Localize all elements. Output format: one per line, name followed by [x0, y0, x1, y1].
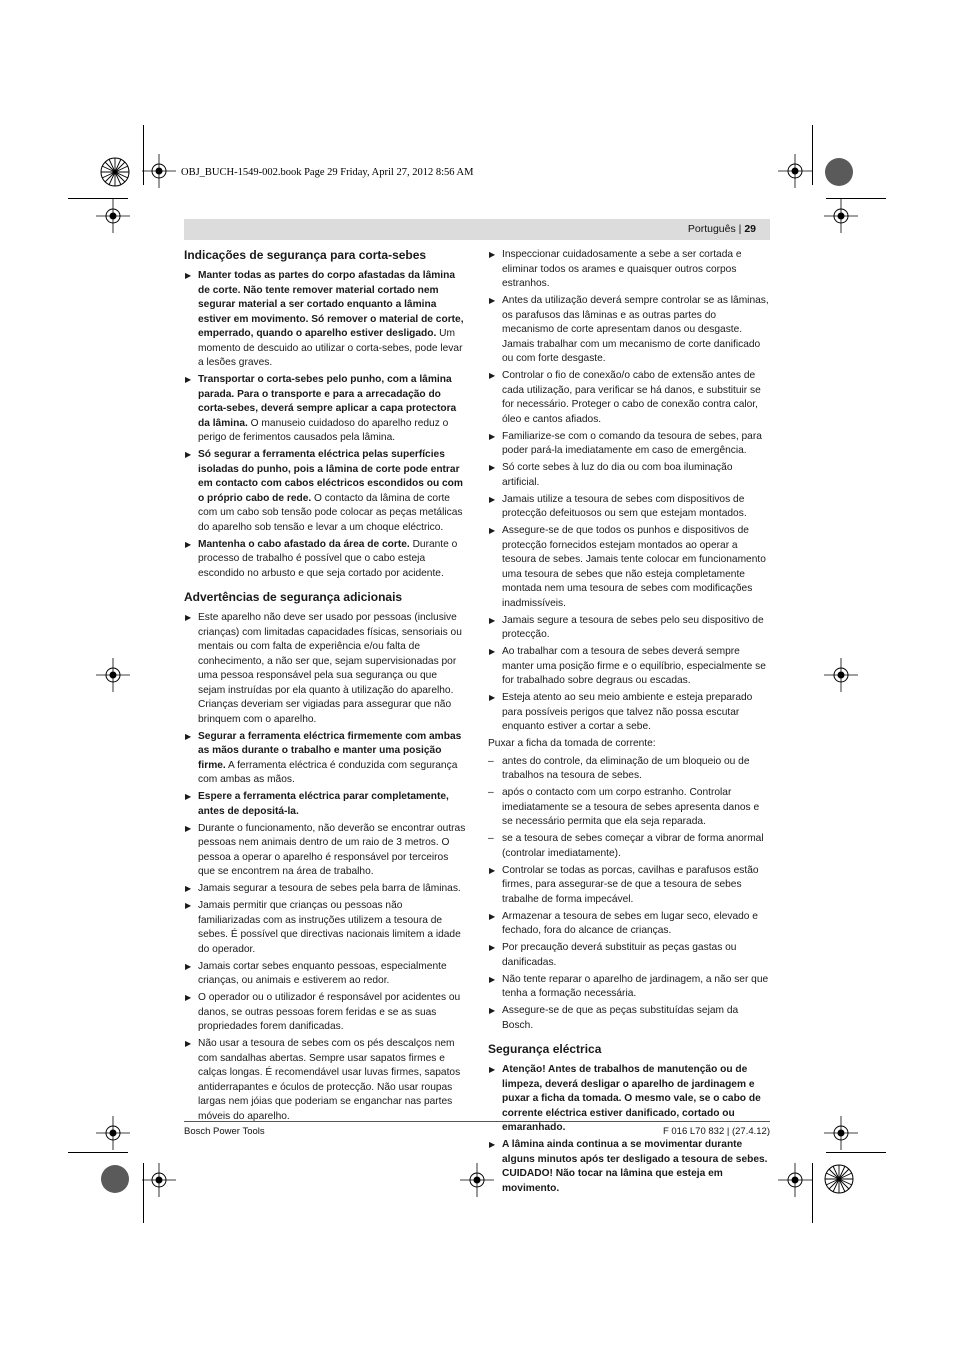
item-text: A ferramenta eléctrica é conduzida com segurança com ambas as mãos. [198, 759, 458, 785]
section1-list [184, 269, 466, 581]
item-text: Não tente reparar o aparelho de jardinagem, a não ser que tenha a formação necessária. [502, 973, 769, 999]
section2-list [184, 611, 466, 1124]
list-item [488, 864, 770, 908]
list-item [488, 294, 770, 367]
item-text: Assegure-se de que todos os punhos e dispositivos de protecção fornecidos estejam montados ao operar a tesoura de sebes. Jamais tente colocar em funcionamento uma tesoura de sebes que não esteja completamente montada nem uma tesoura de sebes com modificações inadmissíveis. [502, 525, 766, 609]
item-text: Este aparelho não deve ser usado por pessoas (inclusive crianças) com limitadas capacidades físicas, sensoriais ou mentais ou com falta de experiência e/ou falta de conhecimento, a não ser que, sejam supervisionadas por uma pessoa responsável pela sua segurança ou que sejam instruídas por ela quanto à utilização do aparelho. [198, 612, 462, 696]
item-text: Jamais segure a tesoura de sebes pelo seu dispositivo de protecção. [502, 614, 764, 640]
list-item [488, 832, 770, 861]
item-text: Por precaução deverá substituir as peças gastas ou danificadas. [502, 942, 737, 968]
list-item [184, 790, 466, 819]
list-item [488, 369, 770, 427]
triangle-bullet-icon: ▶ [185, 823, 192, 833]
triangle-bullet-icon: ▶ [489, 647, 496, 656]
precautions-list [488, 248, 770, 735]
page-header [184, 219, 770, 240]
triangle-bullet-icon: ▶ [489, 1006, 496, 1015]
triangle-bullet-icon: ▶ [489, 943, 496, 952]
triangle-bullet-icon: ▶ [489, 250, 496, 259]
header-language: Português [687, 223, 736, 235]
right-column [488, 248, 770, 1199]
section-heading: Advertências de segurança adicionais [184, 590, 403, 604]
triangle-bullet-icon: ▶ [185, 1039, 192, 1048]
triangle-bullet-icon: ▶ [489, 296, 496, 305]
list-item [184, 448, 466, 535]
maintenance-list [488, 864, 770, 1034]
footer-left: Bosch Power Tools [184, 1126, 265, 1137]
starburst-mark-icon [824, 1164, 854, 1194]
dash-bullet-icon: – [488, 787, 494, 798]
triangle-bullet-icon: ▶ [185, 993, 192, 1002]
list-item [488, 430, 770, 459]
item-text: O operador ou o utilizador é responsável por acidentes ou danos, se outras pessoas forem feridas e se as suas propriedades forem danificadas. [198, 992, 461, 1032]
item-bold-text: Só segurar a ferramenta eléctrica pelas superfícies isoladas do punho, pois a lâmina de corte pode entrar em contacto com cabos eléctricos escondidos ou com o próprio cabo de rede. [198, 449, 463, 504]
list-item [184, 730, 466, 788]
plug-intro: Puxar a ficha da tomada de corrente: [488, 738, 656, 749]
registration-target-icon [824, 199, 858, 233]
registration-target-icon [142, 154, 176, 188]
list-item [488, 493, 770, 522]
triangle-bullet-icon: ▶ [185, 375, 192, 384]
list-item [488, 1063, 770, 1136]
registration-target-icon [96, 199, 130, 233]
list-item [184, 822, 466, 880]
item-text: Durante o funcionamento, não deverão se encontrar outras pessoas nem animais dentro de um raio de 3 metros. O pessoa a operar o aparelho é responsável por terceiros que se encontrem na área de trabalho. [198, 822, 466, 877]
triangle-bullet-icon: ▶ [185, 792, 192, 801]
item-bold-text: Mantenha o cabo afastado da área de corte. [198, 538, 410, 550]
gray-dot-mark-icon [100, 1164, 130, 1194]
triangle-bullet-icon: ▶ [185, 613, 192, 622]
item-text: Durante o processo de trabalho é possível que o cabo esteja escondido no arbusto e que seja cortado por acidente. [198, 538, 458, 579]
item-text: Um momento de descuido ao utilizar o corta-sebes, pode levar a lesões graves. [198, 328, 463, 368]
list-item [488, 691, 770, 735]
list-item [184, 611, 466, 727]
registration-target-icon [96, 1116, 130, 1150]
list-item [488, 1004, 770, 1033]
plug-list [488, 755, 770, 862]
item-text: Jamais segurar a tesoura de sebes pela barra de lâminas. [198, 883, 461, 894]
list-item [488, 248, 770, 292]
list-item [488, 973, 770, 1002]
footer-right: F 016 L70 832 | (27.4.12) [662, 1126, 770, 1137]
list-item [488, 461, 770, 490]
item-text: Esteja atento ao seu meio ambiente e esteja preparado para possíveis perigos que talvez não possa escutar enquanto estiver a cortar a sebe. [502, 692, 753, 732]
left-column [184, 248, 466, 1127]
item-text: Controlar se todas as porcas, cavilhas e parafusos estão firmes, para assegurar-se de que a tesoura de sebes trabalhe de forma impecável. [502, 864, 759, 905]
list-item [488, 755, 770, 784]
list-item [184, 269, 466, 371]
item-bold-text: A lâmina ainda continua a se movimentar durante alguns minutos após ter desligado a tesoura de sebes. CUIDADO! Não tocar na lâmina que esteja em movimento. [502, 1139, 768, 1194]
item-text: Armazenar a tesoura de sebes em lugar seco, elevado e fechado, fora do alcance de crianças. [502, 910, 758, 936]
header-separator: | [735, 223, 745, 235]
item-bold-text: Transportar o corta-sebes pelo punho, com a lâmina parada. Para o transporte e para a arrecadação do corta-sebes, deverá sempre aplicar a capa protectora da lâmina. [198, 374, 457, 429]
triangle-bullet-icon: ▶ [185, 901, 192, 910]
item-text: antes do controle, da eliminação de um bloqueio ou de trabalhos na tesoura de sebes. [502, 755, 750, 781]
triangle-bullet-icon: ▶ [489, 431, 496, 441]
triangle-bullet-icon: ▶ [489, 693, 496, 702]
item-text: Antes da utilização deverá sempre controlar se as lâminas, os parafusos das lâminas e as outras partes do mecanismo de corte apresentam danos ou desgaste. Jamais trabalhar com um mecanismo de corte danificado ou com forte desgaste. [502, 295, 769, 364]
triangle-bullet-icon: ▶ [489, 1065, 496, 1074]
footer-rule [184, 1121, 770, 1122]
registration-target-icon [778, 154, 812, 188]
item-extra-text: Crianças deveriam ser vigiadas para assegurar que não brinquem com o aparelho. [198, 699, 452, 725]
page-number: 29 [744, 223, 756, 235]
item-text: Inspeccionar cuidadosamente a sebe a ser cortada e eliminar todos os arames e quaisquer outros corpos estranhos. [502, 249, 742, 289]
item-text: Ao trabalhar com a tesoura de sebes deverá sempre manter uma posição firme e o equilíbrio, especialmente se for trabalhado sobre degraus ou escadas. [502, 646, 766, 686]
item-bold-text: Segurar a ferramenta eléctrica firmemente com ambas as mãos durante o trabalho e manter uma posição firme. [198, 730, 462, 771]
triangle-bullet-icon: ▶ [489, 911, 496, 921]
item-text: Não usar a tesoura de sebes com os pés descalços nem com sandalhas abertas. Sempre usar sapatos firmes e calças longas. É recomendável usar luvas firmes, sapatos antiderrapantes e óculos de protecção. Não usar roupas largas nem jóias que poderiam se enganchar nas partes móveis do aparelho. [198, 1038, 461, 1122]
item-text: Assegure-se de que as peças substituídas sejam da Bosch. [502, 1005, 739, 1031]
list-item [184, 960, 466, 989]
triangle-bullet-icon: ▶ [489, 865, 496, 875]
item-text: Familiarize-se com o comando da tesoura de sebes, para poder pará-la imediatamente em caso de emergência. [502, 430, 762, 456]
triangle-bullet-icon: ▶ [185, 450, 192, 459]
item-text: Controlar o fio de conexão/o cabo de extensão antes de cada utilização, para verificar se há danos, e substituir se for necessário. Proteger o cabo de conexão contra calor, óleo e cantos afiados. [502, 370, 761, 425]
item-text: após o contacto com um corpo estranho. Controlar imediatamente se a tesoura de sebes apresenta danos e se necessário permita que ela seja reparada. [502, 787, 760, 827]
item-text: Jamais cortar sebes enquanto pessoas, especialmente crianças, ou animais e estiverem ao redor. [198, 960, 447, 986]
item-text: Jamais permitir que crianças ou pessoas não familiarizadas com as instruções utilizem a tesoura de sebes. É possível que directivas nacionais limitem a idade do operador. [198, 900, 461, 955]
list-item [184, 882, 466, 897]
item-text: Jamais utilize a tesoura de sebes com dispositivos de protecção defeituosos ou sem que estejam montados. [502, 493, 747, 519]
item-text: O contacto da lâmina de corte com um cabo sob tensão pode colocar as peças metálicas do aparelho sob tensão e levar a um choque eléctrico. [198, 492, 463, 533]
item-bold-text: Atenção! Antes de trabalhos de manutenção ou de limpeza, deverá desligar o aparelho de jardinagem e puxar a ficha da tomada. O mesmo vale, se o cabo de corrente eléctrica estiver danificado, cortado ou emaranhado. [502, 1064, 761, 1133]
triangle-bullet-icon: ▶ [185, 271, 192, 280]
list-item [488, 645, 770, 689]
list-item [488, 614, 770, 643]
list-item [488, 910, 770, 939]
item-bold-text: Manter todas as partes do corpo afastadas da lâmina de corte. Não tente remover material cortado nem segurar material a ser cortado enquanto a lâmina estiver em movimento. Só remover o material de corte, emperrado, quando o aparelho estiver desligado. [198, 270, 464, 339]
triangle-bullet-icon: ▶ [489, 526, 496, 535]
section-heading: Indicações de segurança para corta-sebes [184, 248, 427, 262]
list-item [184, 899, 466, 957]
triangle-bullet-icon: ▶ [489, 974, 496, 984]
registration-target-icon [824, 1116, 858, 1150]
triangle-bullet-icon: ▶ [185, 961, 192, 971]
list-item [488, 941, 770, 970]
registration-target-icon [142, 1163, 176, 1197]
triangle-bullet-icon: ▶ [185, 539, 192, 549]
dash-bullet-icon: – [488, 755, 494, 767]
print-info: OBJ_BUCH-1549-002.book Page 29 Friday, April 27, 2012 8:56 AM [181, 167, 474, 178]
dash-bullet-icon: – [488, 833, 494, 844]
gray-dot-mark-icon [824, 157, 854, 187]
item-bold-text: Espere a ferramenta eléctrica parar completamente, antes de depositá-la. [198, 791, 449, 817]
registration-target-icon [824, 658, 858, 692]
triangle-bullet-icon: ▶ [185, 884, 192, 893]
item-text: O manuseio cuidadoso do aparelho reduz o perigo de ferimentos causados pela lâmina. [198, 417, 449, 443]
triangle-bullet-icon: ▶ [489, 371, 496, 380]
starburst-mark-icon [100, 157, 130, 187]
list-item [488, 786, 770, 830]
list-item [488, 1138, 770, 1196]
triangle-bullet-icon: ▶ [489, 494, 496, 504]
item-text: se a tesoura de sebes começar a vibrar de forma anormal (controlar imediatamente). [502, 833, 764, 859]
registration-target-icon [96, 658, 130, 692]
item-text: Só corte sebes à luz do dia ou com boa iluminação artificial. [502, 462, 733, 488]
list-item [184, 373, 466, 446]
section-heading: Segurança eléctrica [488, 1042, 602, 1056]
list-item [488, 524, 770, 611]
list-item [184, 991, 466, 1035]
list-item [184, 1037, 466, 1124]
registration-target-icon [778, 1163, 812, 1197]
triangle-bullet-icon: ▶ [185, 731, 192, 741]
triangle-bullet-icon: ▶ [489, 615, 496, 625]
triangle-bullet-icon: ▶ [489, 463, 496, 472]
triangle-bullet-icon: ▶ [489, 1140, 496, 1149]
list-item [184, 538, 466, 582]
header-text [688, 223, 756, 235]
